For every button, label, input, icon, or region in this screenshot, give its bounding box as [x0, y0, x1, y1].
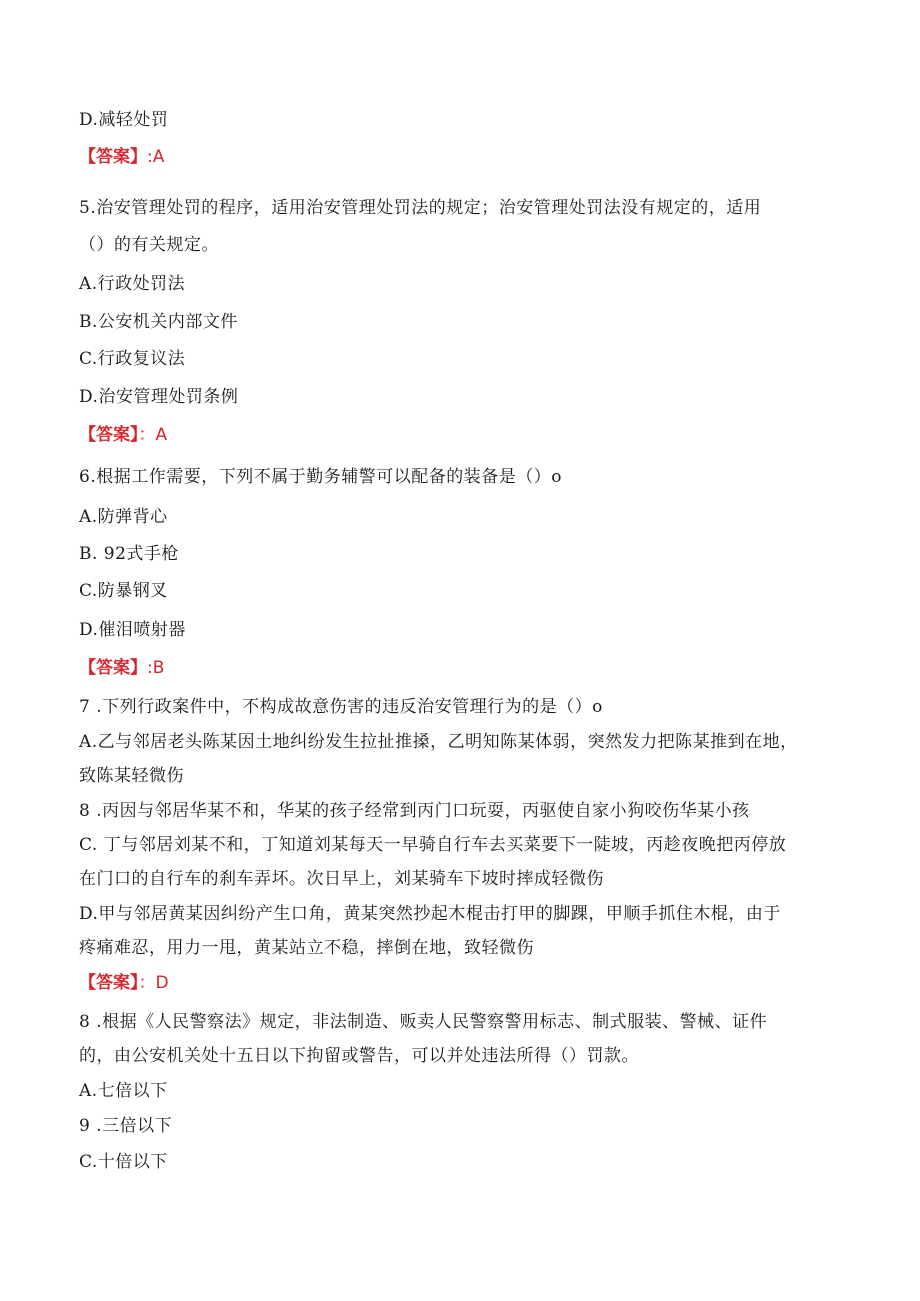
- option-line: A.行政处罚法: [79, 274, 186, 294]
- option-line: D.减轻处罚: [79, 110, 169, 130]
- option-line: C.防暴钢叉: [79, 581, 168, 601]
- question-line: 8 .根据《人民警察法》规定，非法制造、贩卖人民警察警用标志、制式服装、警械、证件: [79, 1012, 768, 1032]
- option-line: 致陈某轻微伤: [79, 766, 184, 786]
- question-line: 6.根据工作需要，下列不属于勤务辅警可以配备的装备是（）o: [79, 467, 562, 487]
- option-line: B. 92式手枪: [79, 544, 179, 564]
- option-line: 9 .三倍以下: [79, 1116, 173, 1136]
- question-line: （）的有关规定。: [79, 235, 219, 255]
- option-line: C.十倍以下: [79, 1152, 168, 1172]
- option-line: A.防弹背心: [79, 507, 168, 527]
- option-line: 疼痛难忍，用力一甩，黄某站立不稳，摔倒在地，致轻微伤: [79, 938, 534, 958]
- answer-value: ：A: [138, 425, 168, 445]
- option-line: 8 .丙因与邻居华某不和，华某的孩子经常到丙门口玩耍，丙驱使自家小狗咬伤华某小孩: [79, 801, 750, 821]
- option-line: D.甲与邻居黄某因纠纷产生口角，黄某突然抄起木棍击打甲的脚踝，甲顺手抓住木棍，由于: [79, 904, 781, 924]
- answer-line: [79, 972, 169, 994]
- answer-label: 【答案】: [79, 425, 139, 445]
- answer-label: 【答案】: [79, 973, 139, 993]
- option-line: A.七倍以下: [79, 1081, 168, 1101]
- answer-value: ：D: [138, 973, 169, 993]
- answer-line: [79, 657, 164, 679]
- option-line: D.催泪喷射器: [79, 620, 186, 640]
- question-line: 5.治安管理处罚的程序，适用治安管理处罚法的规定；治安管理处罚法没有规定的，适用: [79, 198, 762, 218]
- option-line: C. 丁与邻居刘某不和，丁知道刘某每天一早骑自行车去买菜要下一陡坡，丙趁夜晚把丙停放: [79, 835, 787, 855]
- option-line: D.治安管理处罚条例: [79, 387, 239, 407]
- answer-label: 【答案】: [79, 147, 147, 167]
- answer-value: :A: [147, 147, 165, 167]
- answer-line: [79, 424, 167, 446]
- question-line: 的，由公安机关处十五日以下拘留或警告，可以并处违法所得（）罚款。: [79, 1046, 639, 1066]
- option-line: B.公安机关内部文件: [79, 312, 238, 332]
- answer-label: 【答案】: [79, 658, 147, 678]
- option-line: A.乙与邻居老头陈某因土地纠纷发生拉扯推搡，乙明知陈某体弱，突然发力把陈某推到在地，: [79, 732, 798, 752]
- answer-line: [79, 146, 164, 168]
- option-line: 在门口的自行车的刹车弄坏。次日早上，刘某骑车下坡时摔成轻微伤: [79, 869, 604, 889]
- question-line: 7 .下列行政案件中，不构成故意伤害的违反治安管理行为的是（）o: [79, 697, 603, 717]
- option-line: C.行政复议法: [79, 349, 186, 369]
- answer-value: :B: [147, 658, 165, 678]
